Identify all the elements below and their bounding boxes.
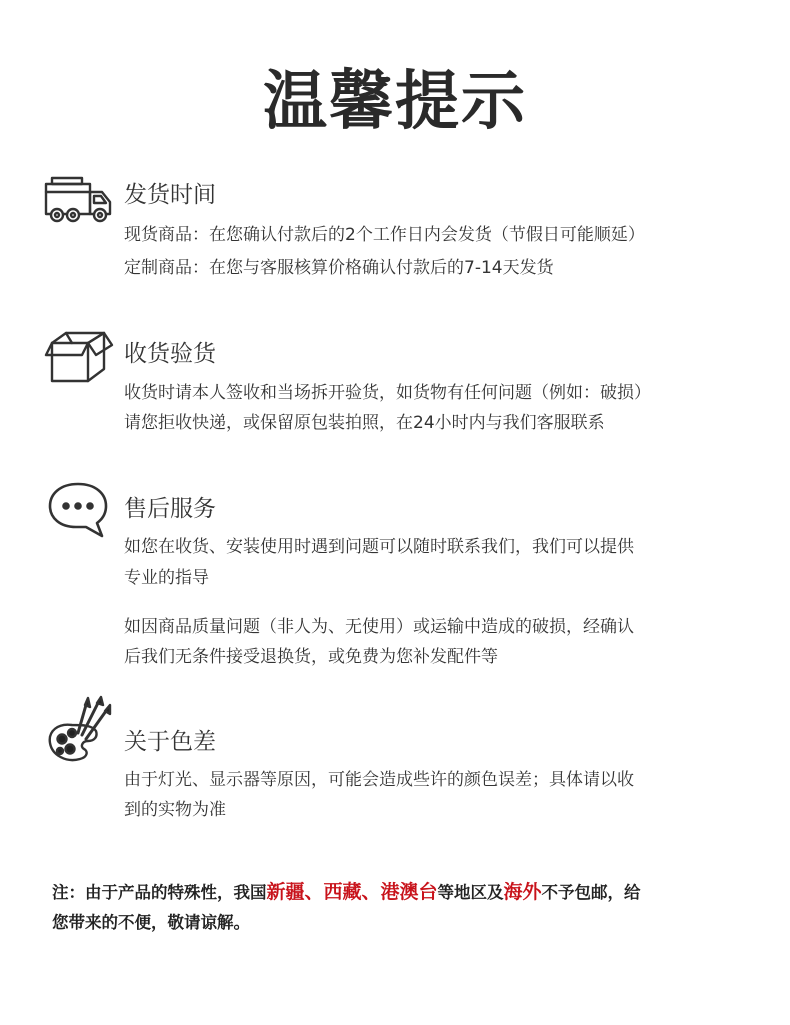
note-suffix: 不予包邮，给	[541, 883, 641, 902]
text-line: 专业的指导	[124, 568, 209, 588]
text-line: 到的实物为准	[124, 800, 226, 820]
section-title: 售后服务	[124, 496, 216, 522]
note-middle: 等地区及	[437, 883, 504, 902]
text-line: 由于灯光、显示器等原因，可能会造成些许的颜色误差；具体请以收	[124, 770, 634, 790]
shipping-note-line2: 您带来的不便，敬请谅解。	[52, 913, 250, 932]
shipping-note	[52, 880, 641, 905]
text-line: 收货时请本人签收和当场拆开验货，如货物有任何问题（例如：破损）	[124, 383, 651, 403]
package-box-icon	[42, 325, 114, 389]
palette-brushes-icon	[42, 695, 114, 767]
note-regions-highlight: 新疆、西藏、港澳台	[266, 881, 438, 903]
text-line: 请您拒收快递，或保留原包装拍照，在24小时内与我们客服联系	[124, 413, 605, 433]
section-title: 收货验货	[124, 341, 216, 367]
text-line: 如您在收货、安装使用时遇到问题可以随时联系我们，我们可以提供	[124, 537, 634, 557]
text-line: 后我们无条件接受退换货，或免费为您补发配件等	[124, 647, 498, 667]
truck-icon	[42, 170, 114, 234]
page-title: 温馨提示	[263, 65, 527, 139]
text-line: 定制商品：在您与客服核算价格确认付款后的7-14天发货	[124, 258, 554, 278]
section-title: 发货时间	[124, 182, 216, 208]
text-line: 现货商品：在您确认付款后的2个工作日内会发货（节假日可能顺延）	[124, 225, 645, 245]
section-title: 关于色差	[124, 729, 216, 755]
chat-bubble-icon	[42, 478, 114, 542]
note-prefix: 注：由于产品的特殊性，我国	[52, 883, 267, 902]
text-line: 如因商品质量问题（非人为、无使用）或运输中造成的破损，经确认	[124, 617, 634, 637]
note-overseas-highlight: 海外	[503, 881, 542, 903]
